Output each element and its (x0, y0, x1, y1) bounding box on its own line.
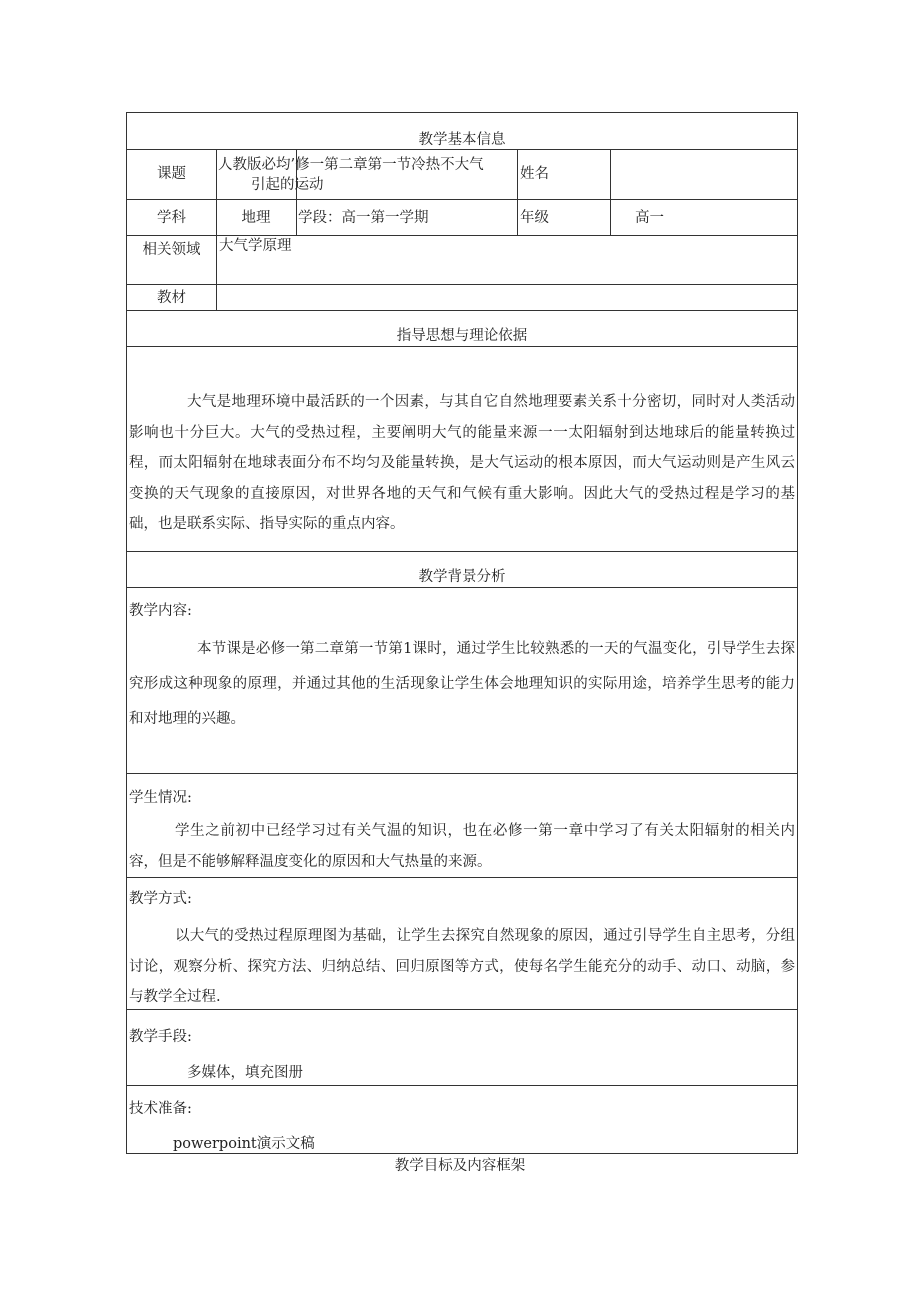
row-divider (127, 773, 797, 774)
row-divider (127, 310, 797, 311)
field-label: 相关领域 (142, 242, 201, 258)
field-value: 大气学原理 (219, 238, 292, 254)
course-value-line1: 人教版必均’修一第二章第一节冷热不大气 (218, 157, 484, 173)
students-paragraph: 学生之前初中已经学习过有关气温的知识，也在必修一第一章中学习了有关太阳辐射的相关内容，但是不能够解释温度变化的原因和大气热量的来源。 (129, 823, 795, 870)
subject-label: 学科 (157, 210, 186, 226)
row-divider (127, 551, 797, 552)
col-divider (216, 149, 217, 310)
row-divider (127, 284, 797, 285)
goals-heading: 教学目标及内容框架 (394, 1158, 526, 1174)
row-divider (127, 1085, 797, 1086)
lesson-plan-table (126, 112, 798, 1154)
row-divider (127, 587, 797, 588)
content-paragraph: 本节课是必修一第二章第一节第1课时，通过学生比较熟悉的一天的气温变化，引导学生去探究形成这种现象的原理，并通过其他的生活现象让学生体会地理知识的实际用途，培养学生思考的能力和对地理的兴趣。 (129, 641, 795, 727)
row-divider (127, 199, 797, 200)
subject-value: 地理 (241, 210, 271, 226)
row-divider (127, 877, 797, 878)
name-label: 姓名 (520, 166, 549, 182)
guiding-paragraph: 大气是地理环境中最活跃的一个因素，与其自它自然地理要素关系十分密切，同时对人类活动影响也十分巨大。大气的受热过程，主要阐明大气的能量来源一一太阳辐射到达地球后的能量转换过程，而太阳辐射在地球表面分布不均匀及能量转换，是大气运动的根本原因，而大气运动则是产生风云变换的天气现象的直接原因，对世界各地的天气和气候有重大影响。因此大气的受热过程是学习的基础，也是联系实际、指导实际的重点内容。 (129, 394, 795, 532)
tech-label: 技术准备: (129, 1101, 192, 1117)
means-text: 多媒体，填充图册 (187, 1065, 303, 1081)
grade-label: 年级 (520, 210, 549, 226)
basic-info-heading: 教学基本信息 (418, 132, 506, 148)
tech-text: powerpoint演示文稿 (173, 1136, 315, 1152)
course-label: 课题 (157, 166, 186, 182)
textbook-label: 教材 (157, 290, 186, 306)
grade-value: 高一 (635, 210, 664, 226)
content-label: 教学内容: (129, 603, 192, 619)
method-paragraph: 以大气的受热过程原理图为基础，让学生去探究自然现象的原因，通过引导学生自主思考，分组讨论，观察分析、探究方法、归纳总结、回归原图等方式，使每名学生能充分的动手、动口、动脑，参与教学全过程. (129, 928, 795, 1005)
means-label: 教学手段: (129, 1029, 192, 1045)
stage-value: 学段：高一第一学期 (298, 210, 429, 226)
course-value-line2: 引起的运动 (251, 177, 324, 193)
col-divider (610, 149, 611, 235)
col-divider (517, 149, 518, 235)
background-heading: 教学背景分析 (418, 569, 506, 585)
method-label: 教学方式: (129, 891, 192, 907)
students-label: 学生情况: (129, 790, 192, 806)
row-divider (127, 346, 797, 347)
guiding-heading: 指导思想与理论依据 (396, 328, 528, 344)
